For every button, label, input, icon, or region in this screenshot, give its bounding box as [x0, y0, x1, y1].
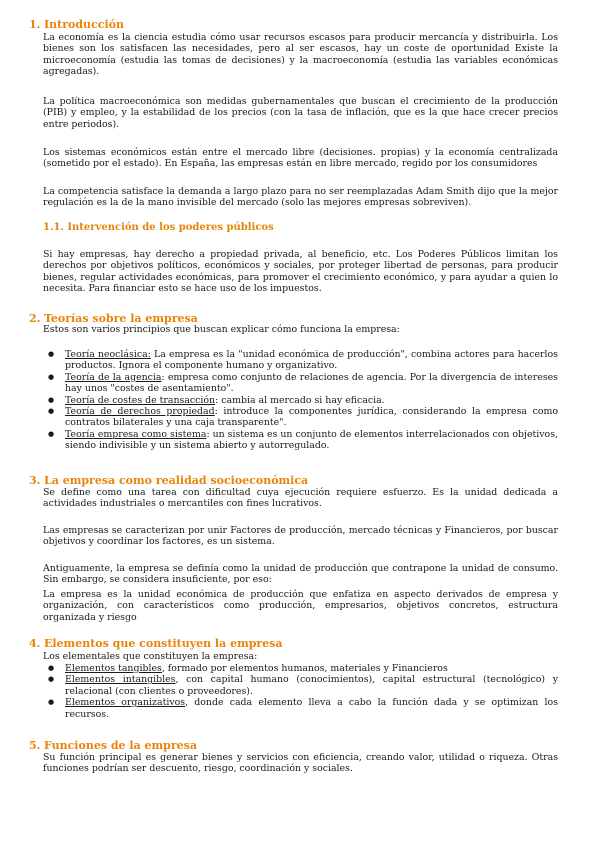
- intro-paragraph-1: La economía es la ciencia estudia cómo usar recursos escasos para producir mercancía y distribuirla. Los bienes son los satisfacen las necesidades, pero al ser escasos, hay un coste de oportunidad Existe la microeconomía (estudia las tomas de decisiones) y la macroeconomía (estudia las variables económicas agregadas).: [43, 32, 558, 78]
- list-item-text: : cambia al mercado si hay eficacia.: [215, 394, 385, 406]
- section-number: 4.: [29, 637, 41, 650]
- section-title: Introducción: [44, 18, 124, 31]
- teorias-intro: Estos son varios principios que buscan explicar cómo funciona la empresa:: [43, 324, 400, 335]
- heading-introduccion: [29, 18, 124, 31]
- funciones-paragraph: Su función principal es generar bienes y servicios con eficiencia, creando valor, utilidad o riqueza. Otras funciones podrían ser descuento, riesgo, coordinación y sociales.: [43, 752, 558, 775]
- section-number: 1.: [29, 18, 41, 31]
- section-number: 2.: [29, 312, 41, 325]
- list-item-text: La empresa es la "unidad económica de producción", combina actores para hacerlos productos. Ignora el componente humano y organizativo.: [65, 349, 558, 372]
- list-item-term: Teoría neoclásica:: [65, 349, 151, 360]
- list-item-text: , con capital humano (conocimientos), capital estructural (tecnológico) y relacional (con clientes o proveedores).: [65, 674, 558, 697]
- list-item: [43, 349, 558, 372]
- list-item-term: Elementos intangibles: [65, 674, 176, 686]
- list-item: [43, 395, 558, 406]
- list-item-text: , donde cada elemento lleva a cabo la función dada y se optimizan los recursos.: [65, 697, 558, 720]
- heading-funciones: [29, 739, 197, 752]
- realidad-paragraph-2: Las empresas se caracterizan por unir Factores de producción, mercado técnicas y Financieros, por buscar objetivos y coordinar los factores, es un sistema.: [43, 525, 558, 548]
- list-item: [43, 372, 558, 395]
- heading-realidad: [29, 474, 308, 487]
- list-item-term: Teoría de la agencia: [65, 371, 162, 383]
- intervencion-paragraph: Si hay empresas, hay derecho a propiedad privada, al beneficio, etc. Los Poderes Públicos limitan los derechos por objetivos políticos, económicos y sociales, por proteger libertad de personas, para producir bienes, regular actividades económicas, para promover el crecimiento económico, y para ayudar a quien lo necesita. Para financiar esto se hace uso de los impuestos.: [43, 249, 558, 295]
- heading-elementos: [29, 637, 283, 650]
- list-item-term: Teoría de derechos propiedad: [65, 406, 215, 418]
- list-item: [43, 406, 558, 429]
- list-item-text: : un sistema es un conjunto de elementos interrelacionados con objetivos, siendo indivisible y un sistema abierto y autorregulado.: [65, 428, 558, 452]
- elementos-intro: Los elementales que constituyen la empresa:: [43, 651, 258, 662]
- intro-paragraph-4: La competencia satisface la demanda a largo plazo para no ser reemplazadas Adam Smith dijo que la mejor regulación es la de la mano invisible del mercado (solo las mejores empresas sobreviven).: [43, 186, 558, 209]
- teorias-list: [43, 349, 558, 452]
- list-item-term: Teoría empresa como sistema: [65, 428, 207, 440]
- list-item-term: Teoría de costes de transacción: [65, 394, 216, 406]
- section-number: 5.: [29, 739, 41, 752]
- section-title: La empresa como realidad socioeconómica: [44, 474, 309, 487]
- intro-paragraph-3: Los sistemas económicos están entre el mercado libre (decisiones. propias) y la economía centralizada (sometido por el estado). En España, las empresas están en libre mercado, regido por los consumidores: [43, 147, 558, 170]
- list-item: [43, 697, 558, 720]
- list-item-term: Elementos tangibles: [65, 663, 162, 674]
- section-number: 3.: [29, 474, 41, 487]
- list-item: [43, 429, 558, 452]
- realidad-paragraph-1: Se define como una tarea con dificultad cuya ejecución requiere esfuerzo. Es la unidad dedicada a actividades industriales o mercantiles con fines lucrativos.: [43, 487, 558, 510]
- section-title: Elementos que constituyen la empresa: [44, 637, 283, 650]
- section-title: Teorías sobre la empresa: [44, 312, 198, 325]
- realidad-paragraph-4: La empresa es la unidad económica de producción que enfatiza en aspecto derivados de empresa y organización, con característicos como producción, empresarios, objetivos concretos, estructura organizada y riesgo: [43, 589, 558, 623]
- list-item-text: , formado por elementos humanos, materiales y Financieros: [161, 663, 448, 674]
- realidad-paragraph-3: Antiguamente, la empresa se definía como la unidad de producción que contrapone la unidad de consumo. Sin embargo, se considera insuficiente, por eso:: [43, 563, 558, 586]
- elementos-list: [43, 663, 558, 720]
- list-item-text: : empresa como conjunto de relaciones de agencia. Por la divergencia de intereses hay unos "costes de asentamiento".: [65, 371, 558, 395]
- list-item: [43, 674, 558, 697]
- list-item: [43, 663, 558, 674]
- intro-paragraph-2: La política macroeconómica son medidas gubernamentales que buscan el crecimiento de la producción (PIB) y empleo, y la estabilidad de los precios (con la tasa de inflación, que es la que hace crecer precios entre periodos).: [43, 96, 558, 130]
- heading-intervencion: 1.1. Intervención de los poderes públicos: [43, 222, 274, 233]
- section-title: Funciones de la empresa: [44, 739, 197, 752]
- list-item-text: : introduce la componentes jurídica, considerando la empresa como contratos bilaterales y una caja transparente".: [65, 406, 558, 429]
- list-item-term: Elementos organizativos: [65, 697, 186, 709]
